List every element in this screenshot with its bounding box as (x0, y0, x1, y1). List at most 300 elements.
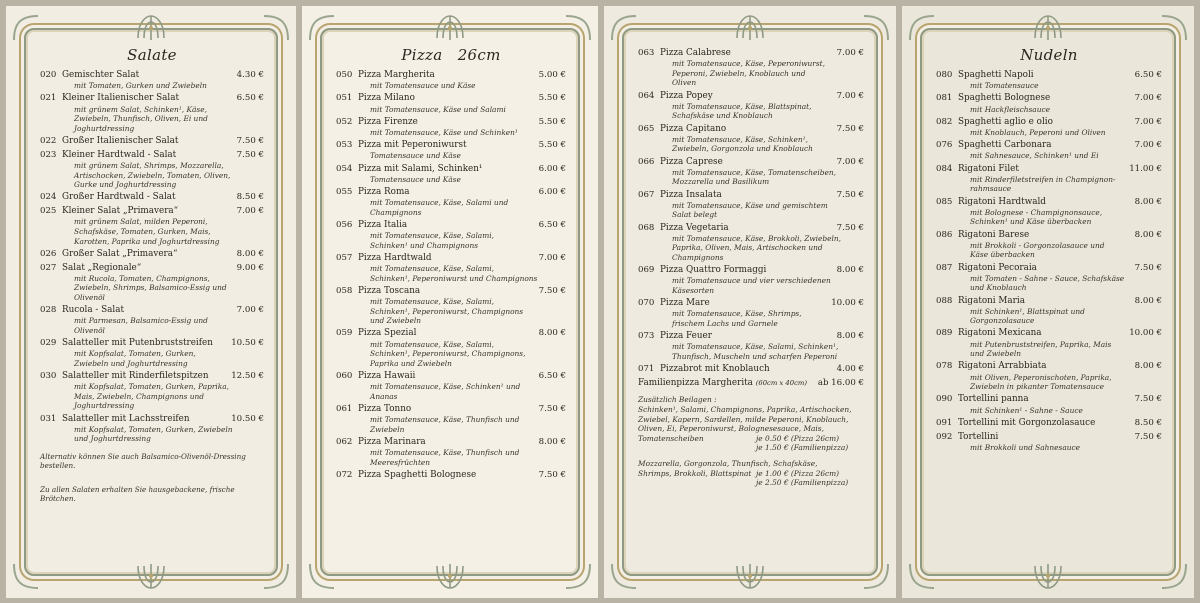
menu-item-name: Großer Salat „Primavera“ (62, 248, 178, 259)
corner-flourish-icon (10, 562, 40, 592)
menu-item-name: Rigatoni Maria (958, 295, 1025, 306)
menu-item (40, 305, 264, 335)
menu-item (638, 124, 864, 154)
menu-item-number: 062 (336, 437, 353, 448)
menu-item-name: Pizza mit Peperoniwurst (358, 140, 467, 151)
menu-item-description: Schinken¹, Peperoniwurst, Champignons (370, 306, 524, 316)
menu-item-description: Tomatensauce und Käse (370, 174, 461, 184)
menu-item-description: Champignons (672, 252, 724, 262)
menu-item-price: 6.50 € (538, 219, 566, 230)
menu-item-row (638, 364, 864, 375)
menu-item-name: Spaghetti Napoli (958, 70, 1034, 80)
extras-block: Zusätzlich Beilagen : Schinken¹, Salami, Champignons, Paprika, Artischocken, Zwiebel, Kapern, Sardellen, milde Peperoni, Knoblauch, Oliven, Ei, Peperoniwurst, Bolognesesauce, Mais, Tomatenscheiben je 0.50 € (Pizza 26cm) je 1.50 € (Familienpizza) Mozzarella, Gorgonzola, Thunfisch, Schafskäse, Shrimps, Brokkoli, Blattspinat je 1.00 € (Pizza 26cm) je 2.50 € (Familienpizza) (638, 395, 864, 487)
salate-content (40, 42, 264, 568)
corner-flourish-icon (608, 12, 638, 42)
menu-item-number: 073 (638, 331, 655, 342)
menu-item-price: 7.00 € (836, 156, 864, 167)
menu-item-number: 088 (936, 295, 953, 306)
menu-item-description: mit Tomaten, Gurken und Zwiebeln (74, 81, 207, 91)
corner-flourish-icon (862, 562, 892, 592)
menu-item-row (936, 164, 1162, 175)
menu-item-row (936, 230, 1162, 241)
menu-item (936, 418, 1162, 429)
extras-price: je 1.00 € (Pizza 26cm) (756, 468, 840, 478)
menu-item (40, 414, 264, 444)
menu-item-row (336, 253, 566, 264)
menu-item-price: 7.50 € (836, 222, 864, 233)
menu-item-name: Pizza Capitano (660, 123, 727, 134)
menu-item-price: 8.00 € (538, 328, 566, 339)
corner-flourish-icon (564, 562, 594, 592)
menu-item-description: Joghurtdressing (74, 401, 135, 411)
menu-item-row (336, 220, 566, 231)
menu-item-number: 031 (40, 413, 57, 424)
menu-item-row (936, 263, 1162, 274)
menu-item-price: 8.00 € (1134, 361, 1162, 372)
menu-item (638, 157, 864, 187)
menu-item-name: Pizza Spezial (358, 328, 417, 339)
corner-flourish-icon (608, 562, 638, 592)
menu-item (336, 404, 566, 434)
menu-item (336, 470, 566, 481)
menu-item-name: Salatteller mit Putenbruststreifen (62, 338, 213, 349)
pizza-continued-content (638, 48, 864, 568)
menu-item-price: 8.00 € (1134, 229, 1162, 240)
menu-item-name: Pizza Milano (358, 93, 415, 104)
menu-item-description: Meeresfrüchten (370, 457, 431, 467)
menu-item-description: und Joghurtdressing (74, 434, 151, 444)
menu-item-description: Käsesorten (672, 285, 714, 295)
menu-item-name: Großer Hardtwald - Salat (62, 192, 176, 203)
menu-item-number: 053 (336, 140, 353, 151)
menu-item (936, 328, 1162, 358)
menu-item-row (638, 91, 864, 102)
corner-flourish-icon (262, 562, 292, 592)
menu-item (336, 286, 566, 326)
menu-item (638, 265, 864, 295)
menu-item (336, 253, 566, 283)
menu-item-price: 12.50 € (231, 371, 264, 382)
menu-item (336, 328, 566, 368)
menu-item (336, 164, 566, 185)
menu-item-name: Pizza Toscana (358, 285, 421, 296)
menu-item-price: 7.50 € (538, 404, 566, 415)
menu-item-description: mit Tomatensauce, Käse und gemischtem (672, 200, 828, 210)
menu-note: Zu allen Salaten erhalten Sie hausgebackene, frische Brötchen. (40, 484, 235, 504)
menu-item-number: 065 (638, 123, 655, 134)
menu-item-price: 10.00 € (1129, 328, 1162, 339)
menu-list (936, 70, 1162, 452)
menu-item-row (936, 197, 1162, 208)
menu-item-number: 084 (936, 163, 953, 174)
menu-item-row (638, 265, 864, 276)
menu-item-number: 081 (936, 93, 953, 104)
menu-item (336, 140, 566, 161)
menu-item-name: Rigatoni Barese (958, 229, 1030, 240)
section-heading: Pizza 26cm (401, 46, 501, 64)
menu-item-number: 052 (336, 116, 353, 127)
menu-item (936, 394, 1162, 415)
menu-item-number: 024 (40, 192, 57, 203)
menu-item-number: 092 (936, 431, 953, 442)
menu-item (336, 371, 566, 401)
menu-item-name: Pizza mit Salami, Schinken¹ (358, 163, 483, 174)
art-nouveau-ornament-icon (134, 12, 168, 42)
menu-item-name: Pizza Feuer (660, 331, 712, 342)
menu-item-number: 078 (936, 361, 953, 372)
menu-item-description: Karotten, Paprika und Joghurtdressing (74, 236, 220, 246)
menu-item-description: und Zwiebeln (970, 349, 1022, 359)
menu-item-description: mit Tomatensauce, Käse, Salami, (370, 264, 494, 274)
menu-item-description: Mozzarella und Basilikum (672, 177, 770, 187)
corner-flourish-icon (906, 12, 936, 42)
menu-item-price: 6.00 € (538, 163, 566, 174)
extras-price: je 0.50 € (Pizza 26cm) (756, 433, 840, 443)
menu-item-row (336, 70, 566, 81)
menu-item-name: Pizza Spaghetti Bolognese (358, 470, 477, 481)
menu-item-description: mit Tomatensauce und Käse (370, 81, 476, 91)
menu-item-row (336, 164, 566, 175)
menu-item-row (336, 371, 566, 382)
menu-item-description: Salat belegt (672, 210, 718, 220)
menu-panel-nudeln (902, 6, 1194, 598)
menu-item-name: Tortellini (958, 431, 999, 442)
menu-item-description: mit Tomatensauce, Käse, Thunfisch und (370, 415, 520, 425)
menu-item-description: Käse überbacken (970, 250, 1035, 260)
menu-item-row (336, 404, 566, 415)
menu-item-description: mit Tomatensauce und vier verschiedenen (672, 276, 831, 286)
menu-item-number: 064 (638, 90, 655, 101)
menu-item-row (40, 305, 264, 316)
menu-item-row (638, 223, 864, 234)
menu-item-row (936, 394, 1162, 405)
menu-item-name: Pizzabrot mit Knoblauch (660, 364, 770, 375)
menu-item-description: mit grünem Salat, Schinken¹, Käse, (74, 104, 207, 114)
menu-item (936, 361, 1162, 391)
menu-item-number: 026 (40, 248, 57, 259)
menu-item-description: mit Tomatensauce, Käse, Brokkoli, Zwiebeln, (672, 233, 841, 243)
menu-item-row (936, 432, 1162, 443)
menu-item-price: 9.00 € (236, 262, 264, 273)
menu-item-number: 072 (336, 470, 353, 481)
menu-item-description: Zwiebeln, Shrimps, Balsamico-Essig und (74, 283, 227, 293)
menu-item-description: mit Brokkoli und Sahnesauce (970, 442, 1081, 452)
menu-item-row (638, 48, 864, 59)
menu-item-description: mit Hackfleischsauce (970, 104, 1050, 114)
menu-item-row (638, 331, 864, 342)
menu-item-description: Zwiebeln in pikanter Tomatensauce (970, 382, 1105, 392)
menu-item-row (40, 414, 264, 425)
menu-item-name: Rigatoni Mexicana (958, 328, 1042, 339)
menu-item-price: 7.00 € (836, 48, 864, 58)
menu-item (638, 48, 864, 88)
menu-item-description: Joghurtdressing (74, 123, 135, 133)
menu-item (40, 93, 264, 133)
menu-item-number: 021 (40, 93, 57, 104)
corner-flourish-icon (862, 12, 892, 42)
menu-item-name: Pizza Roma (358, 186, 410, 197)
menu-item-price: 10.00 € (831, 298, 864, 309)
menu-item (40, 338, 264, 368)
menu-item-number: 059 (336, 328, 353, 339)
menu-item-price: 7.50 € (836, 123, 864, 134)
corner-flourish-icon (10, 12, 40, 42)
menu-item-description: Gorgonzolasauce (970, 316, 1035, 326)
menu-item-name: Tortellini mit Gorgonzolasauce (958, 417, 1096, 428)
menu-item-description: mit Tomatensauce, Käse, Tomatenscheiben, (672, 167, 836, 177)
menu-item-number: 057 (336, 252, 353, 263)
menu-item-description: mit Tomaten - Sahne - Sauce, Schafskäse (970, 273, 1125, 283)
menu-panel-salate (6, 6, 296, 598)
menu-item-description: Artischocken, Zwiebeln, Tomaten, Oliven, (74, 170, 231, 180)
art-nouveau-ornament-icon (733, 12, 767, 42)
menu-item-price: 8.00 € (1134, 196, 1162, 207)
menu-list (638, 48, 864, 375)
menu-item (638, 364, 864, 375)
menu-item-price: 7.00 € (1134, 93, 1162, 104)
menu-item-name: Kleiner Italienischer Salat (62, 93, 180, 104)
menu-item-description: mit Schinken¹ - Sahne - Sauce (970, 405, 1083, 415)
menu-item-row (336, 140, 566, 151)
menu-item-row (336, 117, 566, 128)
menu-item-description: Zwiebeln (370, 424, 405, 434)
menu-item-name: Pizza Popey (660, 90, 713, 101)
art-nouveau-ornament-icon (433, 12, 467, 42)
menu-item-description: Ananas (370, 391, 398, 401)
menu-item (936, 117, 1162, 138)
menu-item-number: 068 (638, 222, 655, 233)
menu-item-price: 5.50 € (538, 93, 566, 104)
menu-item-row (40, 249, 264, 260)
menu-item (336, 220, 566, 250)
menu-item-price: 8.00 € (836, 331, 864, 342)
corner-flourish-icon (262, 12, 292, 42)
menu-item-row (40, 338, 264, 349)
menu-item-name: Tortellini panna (958, 394, 1029, 405)
menu-item-description: mit Parmesan, Balsamico-Essig und (74, 316, 208, 326)
menu-item-description: Mais, Zwiebeln, Champignons und (74, 391, 204, 401)
menu-panel-pizza-continued (604, 6, 896, 598)
menu-item-name: Salatteller mit Lachsstreifen (62, 413, 190, 424)
menu-item-number: 028 (40, 305, 57, 316)
menu-list (40, 70, 264, 444)
extras-price: je 1.50 € (Familienpizza) (756, 443, 849, 453)
menu-item-row (336, 470, 566, 481)
menu-item-price: 7.50 € (1134, 431, 1162, 442)
menu-item-description: mit Sahnesauce, Schinken¹ und Ei (970, 151, 1099, 161)
family-pizza-size: (60cm x 40cm) (755, 379, 807, 388)
menu-item-name: Salatteller mit Rinderfiletspitzen (62, 371, 209, 382)
menu-item-number: 066 (638, 156, 655, 167)
menu-item (936, 296, 1162, 326)
menu-item-row (40, 93, 264, 104)
corner-flourish-icon (1160, 12, 1190, 42)
menu-item-row (40, 136, 264, 147)
pizza-content (336, 42, 566, 568)
menu-item-price: 8.00 € (538, 437, 566, 448)
menu-item-description: Paprika und Zwiebeln (370, 358, 452, 368)
menu-item-description: Zwiebeln und Joghurtdressing (74, 358, 188, 368)
menu-item-name: Pizza Mare (660, 298, 710, 309)
menu-item (40, 206, 264, 246)
menu-item-description: mit Knoblauch, Peperoni und Oliven (970, 127, 1106, 137)
menu-item-number: 029 (40, 338, 57, 349)
menu-item (936, 263, 1162, 293)
menu-item (936, 197, 1162, 227)
menu-item-name: Pizza Vegetaria (660, 222, 729, 233)
menu-item-number: 022 (40, 135, 57, 146)
menu-item-row (336, 437, 566, 448)
menu-item-description: mit Tomatensauce, Käse, Thunfisch und (370, 448, 520, 458)
menu-item-name: Pizza Firenze (358, 116, 418, 127)
menu-item-row (638, 190, 864, 201)
menu-item (40, 249, 264, 260)
menu-item-description: Oliven (672, 78, 697, 88)
menu-item-row (936, 328, 1162, 339)
menu-item-name: Spaghetti Carbonara (958, 140, 1052, 151)
menu-item-number: 067 (638, 189, 655, 200)
menu-item-number: 087 (936, 262, 953, 273)
menu-item-description: Schafskäse und Knoblauch (672, 111, 773, 121)
menu-item-price: 8.50 € (1134, 417, 1162, 428)
menu-item (336, 117, 566, 138)
menu-item-row (638, 157, 864, 168)
menu-item-description: Olivenöl (74, 325, 105, 335)
menu-item-description: mit Kopfsalat, Tomaten, Gurken, Zwiebeln (74, 424, 233, 434)
menu-item-name: Rigatoni Pecoraia (958, 262, 1037, 273)
menu-item-number: 025 (40, 206, 57, 217)
menu-item-row (936, 296, 1162, 307)
menu-item-price: 7.00 € (836, 90, 864, 101)
menu-item-number: 023 (40, 149, 57, 160)
menu-item-price: 7.00 € (236, 206, 264, 217)
menu-item (336, 93, 566, 114)
menu-item-price: 5.50 € (538, 116, 566, 127)
menu-item-price: 7.00 € (1134, 116, 1162, 127)
menu-item-description: mit Tomatensauce, Käse und Salami (370, 104, 506, 114)
menu-item-name: Rigatoni Filet (958, 163, 1019, 174)
menu-item-description: Gurke und Joghurtdressing (74, 180, 177, 190)
menu-item-price: 7.50 € (1134, 394, 1162, 405)
menu-item (638, 91, 864, 121)
menu-item-row (336, 93, 566, 104)
menu-item-price: 7.50 € (836, 189, 864, 200)
menu-item-row (936, 361, 1162, 372)
menu-panel-pizza (302, 6, 598, 598)
menu-item-price: 11.00 € (1129, 163, 1162, 174)
menu-item (336, 187, 566, 217)
corner-flourish-icon (306, 12, 336, 42)
menu-item-description: rahmsauce (970, 184, 1012, 194)
menu-item-row (336, 328, 566, 339)
menu-item-number: 089 (936, 328, 953, 339)
menu-item-description: mit grünem Salat, Shrimps, Mozzarella, (74, 160, 224, 170)
menu-item (40, 150, 264, 190)
family-pizza-name: Familienpizza Margherita (638, 378, 753, 389)
menu-item-number: 090 (936, 394, 953, 405)
menu-item (40, 70, 264, 91)
menu-item (638, 223, 864, 263)
menu-item-name: Gemischter Salat (62, 70, 140, 80)
menu-item-number: 030 (40, 371, 57, 382)
menu-item-name: Rucola - Salat (62, 305, 124, 316)
menu-item-name: Pizza Hardtwald (358, 252, 432, 263)
menu-item-name: Rigatoni Arrabbiata (958, 361, 1047, 372)
menu-item-row (40, 206, 264, 217)
menu-item-price: 6.00 € (538, 186, 566, 197)
menu-item-number: 061 (336, 404, 353, 415)
menu-item-description: und Zwiebeln (370, 316, 422, 326)
menu-item-description: mit Tomatensauce, Käse, Schinken¹ und (370, 382, 521, 392)
menu-item-description: mit Kopfsalat, Tomaten, Gurken, Paprika, (74, 382, 230, 392)
family-pizza-price: ab 16.00 € (817, 378, 864, 389)
menu-item-description: mit Tomatensauce, Käse, Salami und (370, 198, 509, 208)
menu-item-description: mit grünem Salat, milden Peperoni, (74, 217, 208, 227)
menu-item-description: mit Tomatensauce, Käse, Peperoniwurst, (672, 59, 825, 69)
menu-item-price: 4.30 € (236, 70, 264, 80)
menu-item (40, 371, 264, 411)
menu-item-description: Schafskäse, Tomaten, Gurken, Mais, (74, 226, 211, 236)
nudeln-content (936, 42, 1162, 568)
corner-flourish-icon (1160, 562, 1190, 592)
menu-item-description: mit Tomatensauce, Käse und Schinken¹ (370, 127, 518, 137)
menu-item-number: 082 (936, 116, 953, 127)
menu-item-price: 5.00 € (538, 70, 566, 80)
menu-item-name: Pizza Marinara (358, 437, 426, 448)
menu-item-row (40, 70, 264, 81)
menu-item-price: 5.50 € (538, 140, 566, 151)
menu-item-name: Großer Italienischer Salat (62, 135, 179, 146)
menu-item-number: 085 (936, 196, 953, 207)
corner-flourish-icon (564, 12, 594, 42)
menu-item (638, 190, 864, 220)
menu-item-row (40, 150, 264, 161)
menu-item-row (336, 187, 566, 198)
menu-item-price: 4.00 € (836, 364, 864, 375)
menu-item-number: 069 (638, 265, 655, 276)
menu-item-price: 6.50 € (538, 371, 566, 382)
menu-item-description: Schinken¹ und Käse überbacken (970, 217, 1092, 227)
menu-item-name: Pizza Italia (358, 219, 408, 230)
menu-item (40, 263, 264, 303)
menu-item-name: Salat „Regionale“ (62, 262, 142, 273)
menu-item-description: Tomatensauce und Käse (370, 151, 461, 161)
menu-item-row (638, 124, 864, 135)
menu-item-description: Schinken¹, Peperoniwurst und Champignons (370, 273, 538, 283)
menu-item-description: mit Brokkoli - Gorgonzolasauce und (970, 240, 1105, 250)
menu-item-name: Kleiner Salat „Primavera“ (62, 206, 179, 217)
menu-item-name: Spaghetti Bolognese (958, 93, 1051, 104)
menu-item (936, 432, 1162, 453)
menu-item-number: 076 (936, 140, 953, 151)
menu-item-row (936, 117, 1162, 128)
menu-item-price: 8.50 € (236, 192, 264, 203)
menu-item-price: 7.00 € (538, 252, 566, 263)
menu-item (40, 192, 264, 203)
menu-item-number: 055 (336, 186, 353, 197)
menu-item-description: mit Tomatensauce, Käse, Salami, (370, 231, 494, 241)
menu-item-row (40, 371, 264, 382)
menu-item-name: Pizza Insalata (660, 189, 722, 200)
menu-item-description: Schinken¹ und Champignons (370, 240, 479, 250)
menu-list (336, 70, 566, 481)
menu-item-row (936, 418, 1162, 429)
menu-item-number: 050 (336, 70, 353, 80)
menu-item-price: 6.50 € (1134, 70, 1162, 80)
menu-item-description: mit Schinken¹, Blattspinat und (970, 306, 1085, 316)
menu-item-number: 056 (336, 219, 353, 230)
menu-item-number: 051 (336, 93, 353, 104)
